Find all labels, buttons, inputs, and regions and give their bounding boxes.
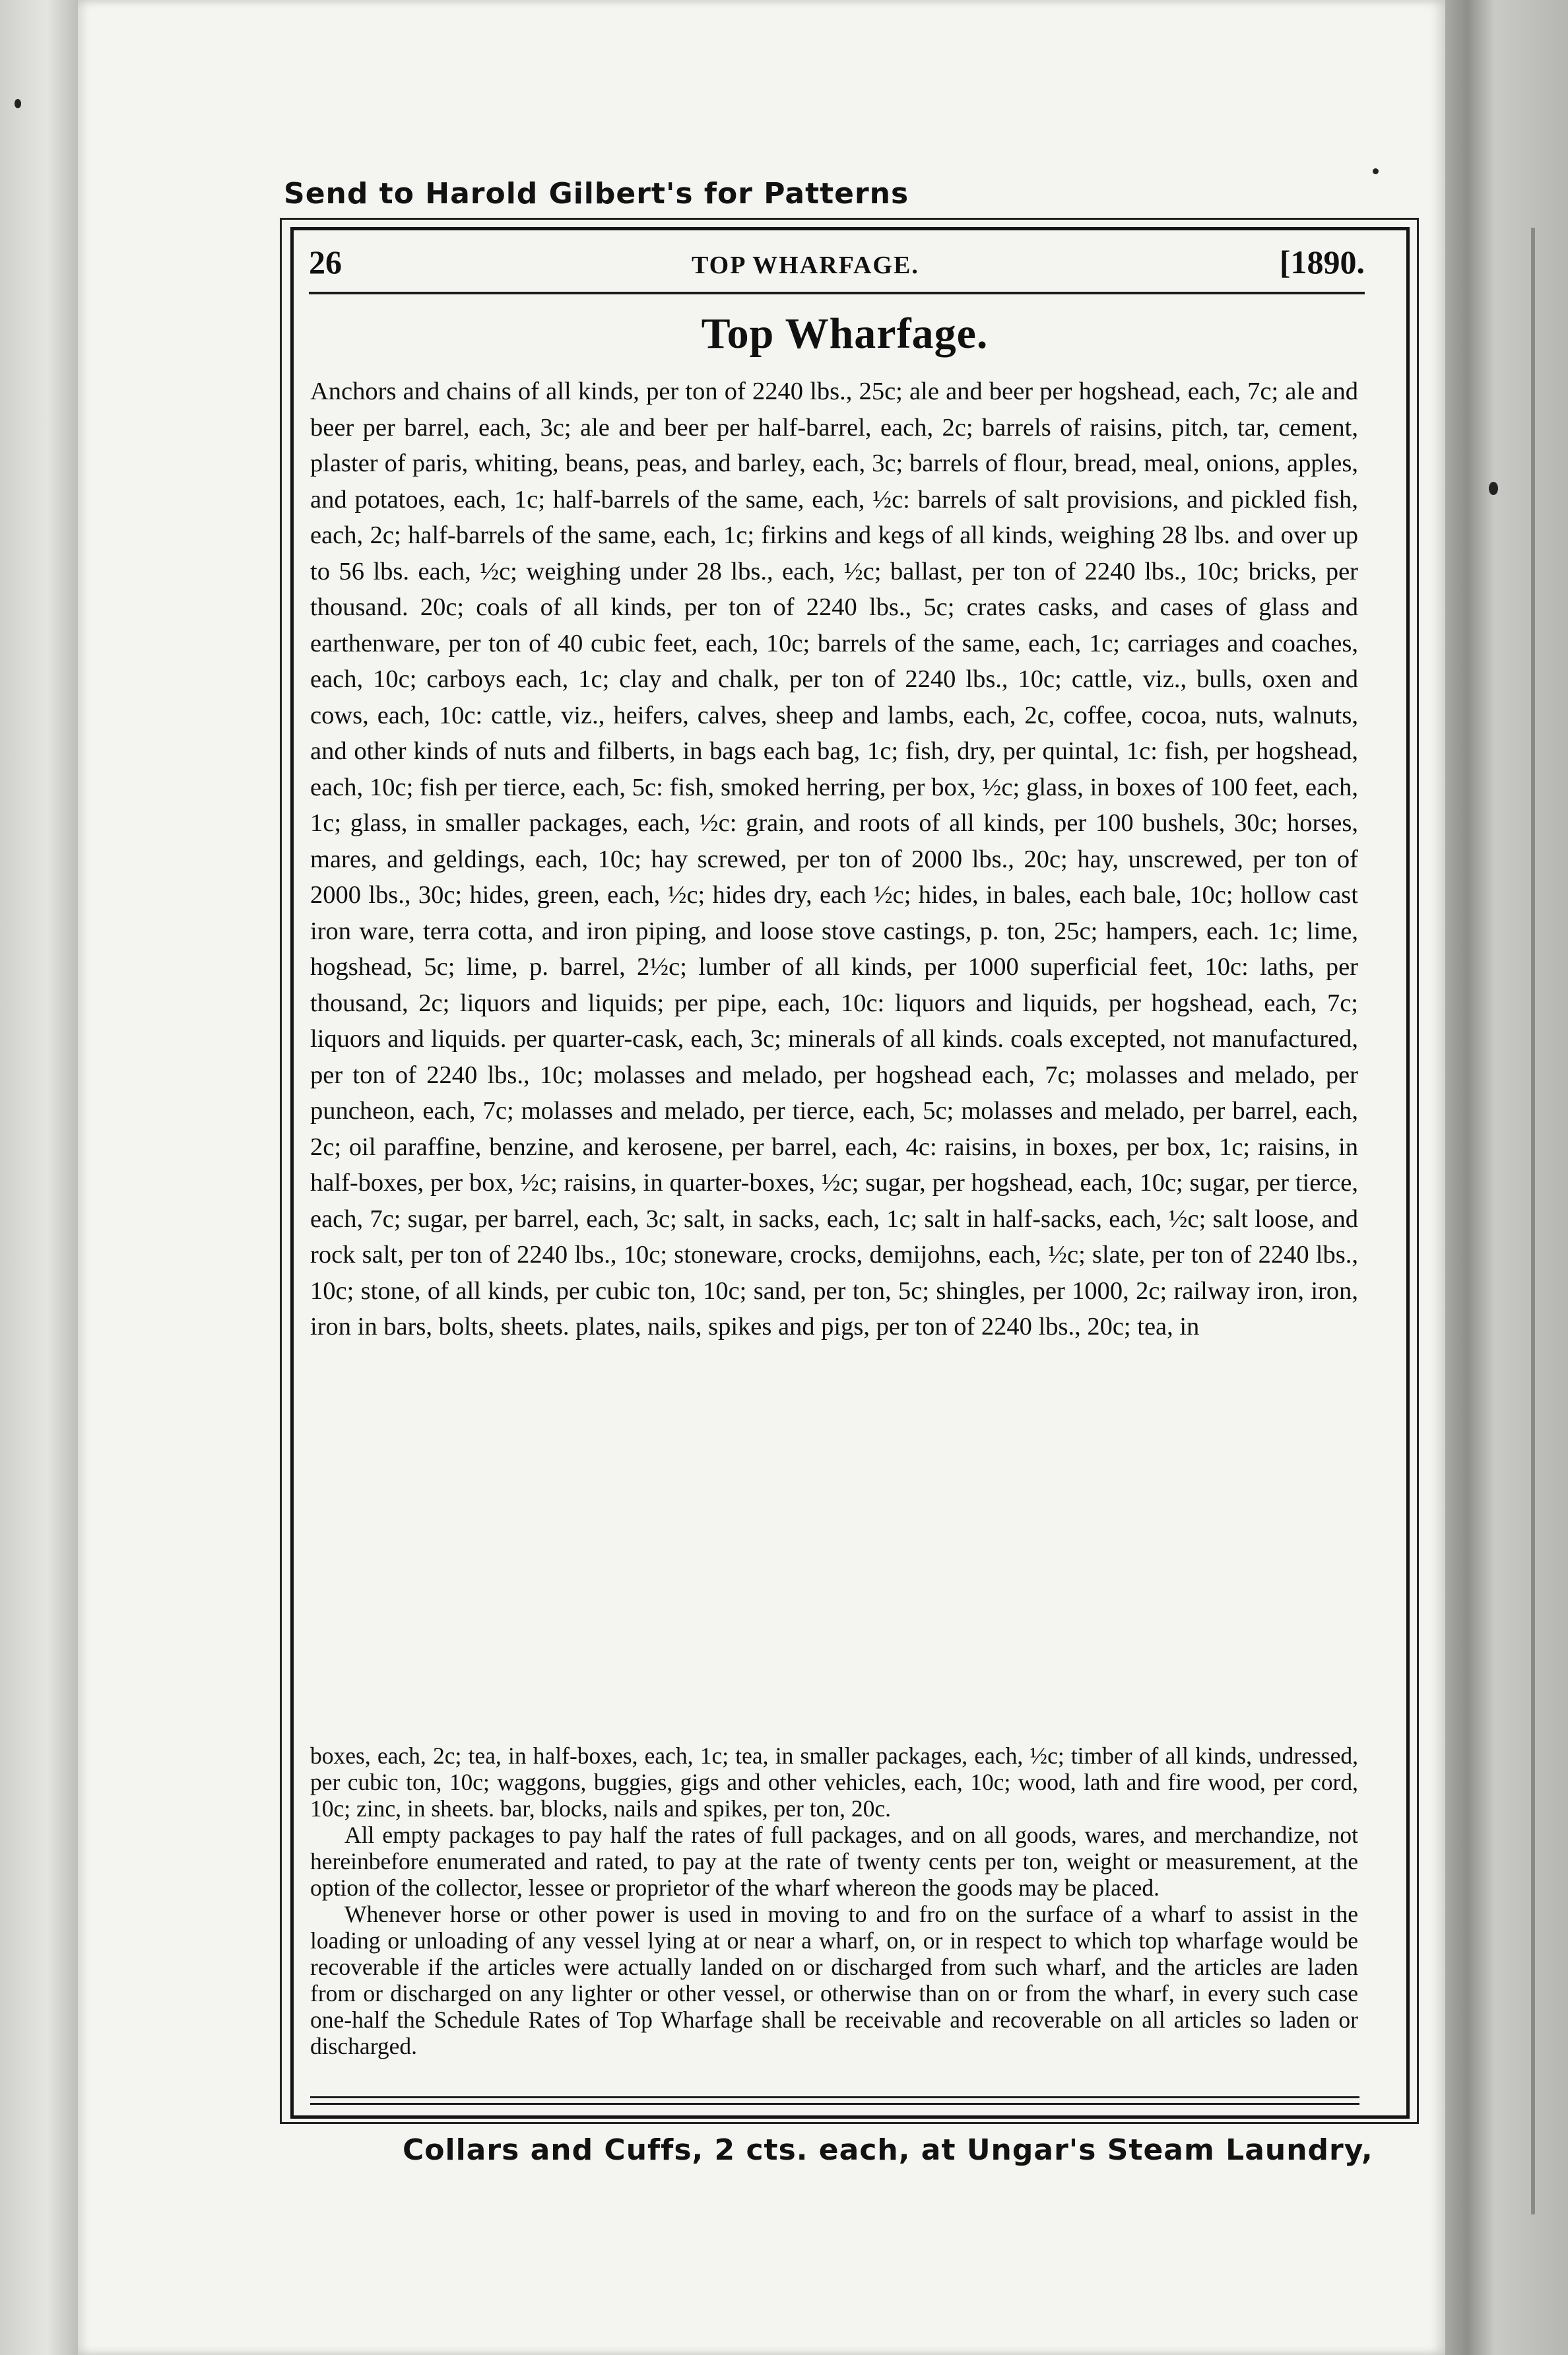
footer-advertisement: Collars and Cuffs, 2 cts. each, at Ungar's Steam Laundry, [403,2133,1373,2167]
scan-speck [1373,168,1379,174]
rates-continuation-paragraph: boxes, each, 2c; tea, in half-boxes, each, 1c; tea, in smaller packages, each, ½c; timber of all kinds, undressed, per cubic ton, 10c; waggons, buggies, gigs and other vehicles, each, 10c; wood, lath and fire wood, per cord, 10c; zinc, in sheets. bar, blocks, nails and spikes, per ton, 20c. [310,1742,1358,1822]
section-title: Top Wharfage. [701,310,989,358]
small-print-text [310,1742,1358,2059]
scan-speck [15,99,21,108]
rates-paragraph: Anchors and chains of all kinds, per ton of 2240 lbs., 25c; ale and beer per hogshead, each, 7c; ale and beer per barrel, each, 3c; ale and beer per half-barrel, each, 2c; barrels of raisins, pitch, tar, cement, plaster of paris, whiting, beans, peas, and barley, each, 3c; barrels of flour, bread, meal, onions, apples, and potatoes, each, 1c; half-barrels of the same, each, ½c: barrels of salt provisions, and pickled fish, each, 2c; half-barrels of the same, each, 1c; firkins and kegs of all kinds, weighing 28 lbs. and over up to 56 lbs. each, ½c; weighing under 28 lbs., each, ½c; ballast, per ton of 2240 lbs., 10c; bricks, per thousand. 20c; coals of all kinds, per ton of 2240 lbs., 5c; crates casks, and cases of glass and earthenware, per ton of 40 cubic feet, each, 10c; barrels of the same, each, 1c; carriages and coaches, each, 10c; carboys each, 1c; clay and chalk, per ton of 2240 lbs., 10c; cattle, viz., bulls, oxen and cows, each, 10c: cattle, viz., heifers, calves, sheep and lambs, each, 2c, coffee, cocoa, nuts, walnuts, and other kinds of nuts and filberts, in bags each bag, 1c; fish, dry, per quintal, 1c: fish, per hogshead, each, 10c; fish per tierce, each, 5c: fish, smoked herring, per box, ½c; glass, in boxes of 100 feet, each, 1c; glass, in smaller packages, each, ½c: grain, and roots of all kinds, per 100 bushels, 30c; horses, mares, and geldings, each, 10c; hay screwed, per ton of 2000 lbs., 20c; hay, unscrewed, per ton of 2000 lbs., 30c; hides, green, each, ½c; hides dry, each ½c; hides, in bales, each bale, 10c; hollow cast iron ware, terra cotta, and iron piping, and loose stove castings, p. ton, 25c; hampers, each. 1c; lime, hogshead, 5c; lime, p. barrel, 2½c; lumber of all kinds, per 1000 superficial feet, 10c: laths, per thousand, 2c; liquors and liquids; per pipe, each, 10c: liquors and liquids, per hogshead, each, 7c; liquors and liquids. per quarter-cask, each, 3c; minerals of all kinds. coals excepted, not manufactured, per ton of 2240 lbs., 10c; molasses and melado, per hogshead each, 7c; molasses and melado, per puncheon, each, 7c; molasses and melado, per tierce, each, 5c; molasses and melado, per barrel, each, 2c; oil paraffine, benzine, and kerosene, per barrel, each, 4c: raisins, in boxes, per box, 1c; raisins, in half-boxes, per box, ½c; raisins, in quarter-boxes, ½c; sugar, per hogshead, each, 10c; sugar, per tierce, each, 7c; sugar, per barrel, each, 3c; salt, in sacks, each, 1c; salt in half-sacks, each, ½c; salt loose, and rock salt, per ton of 2240 lbs., 10c; stoneware, crocks, demijohns, each, ½c; slate, per ton of 2240 lbs., 10c; stone, of all kinds, per cubic ton, 10c; sand, per ton, 5c; shingles, per 1000, 2c; railway iron, iron, iron in bars, bolts, sheets. plates, nails, spikes and pigs, per ton of 2240 lbs., 20c; tea, in [310,378,1358,1341]
running-head-year: [1890. [1279,244,1365,281]
page-number: 26 [309,244,342,281]
footer-rule-bottom [310,2103,1359,2105]
scan-speck [1489,482,1498,495]
footer-rule-top [310,2096,1359,2098]
facing-page-edge [1445,0,1568,2355]
running-head-title: TOP WHARFAGE. [692,251,919,279]
empty-packages-paragraph: All empty packages to pay half the rates of full packages, and on all goods, wares, and merchandize, not hereinbefore enumerated and rated, to pay at the rate of twenty cents per ton, weight or measurement, at the option of the collector, lessee or proprietor of the wharf whereon the goods may be placed. [310,1822,1358,1901]
running-head [309,243,1365,289]
horse-power-paragraph: Whenever horse or other power is used in moving to and fro on the surface of a wharf to assist in the loading or unloading of any vessel lying at or near a wharf, on, or in respect to which top wharfage would be recoverable if the articles were actually landed on or discharged from such wharf, and the articles are laden from or discharged on any lighter or other vessel, or otherwise than on or from the wharf, in every such case one-half the Schedule Rates of Top Wharfage shall be receivable and recoverable on all articles so laden or discharged. [310,1901,1358,2059]
header-advertisement: Send to Harold Gilbert's for Patterns [284,177,909,211]
running-head-rule [309,292,1365,294]
wharfage-rates-text [310,374,1358,1345]
scan-left-margin [0,0,78,2355]
facing-page-rule [1531,228,1535,2214]
